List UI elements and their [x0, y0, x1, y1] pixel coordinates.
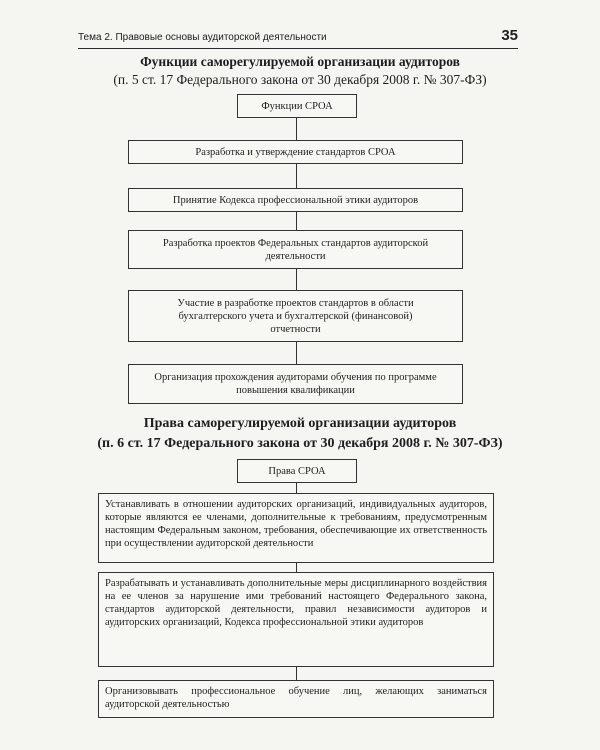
right-item-3: [98, 680, 494, 718]
running-header: [78, 27, 518, 49]
functions-root-label: Функции СРОА: [261, 100, 333, 112]
function-item-label: Участие в разработке проектов стандартов в области бухгалтерского учета и бухгалтерской (финансовой) отчетности: [177, 297, 414, 335]
functions-title: Функции саморегулируемой организации аудиторов: [140, 54, 460, 69]
functions-root-box: [237, 94, 357, 118]
function-item-label: Организация прохождения аудиторами обучения по программе повышения квалификации: [154, 372, 437, 396]
right-item-2: [98, 572, 494, 667]
functions-subtitle: (п. 5 ст. 17 Федерального закона от 30 декабря 2008 г. № 307-ФЗ): [113, 72, 487, 87]
right-item-label: Организовывать профессиональное обучение лиц, желающих заниматься аудиторской деятельностью: [105, 686, 487, 710]
function-item-label: Разработка проектов Федеральных стандартов аудиторской деятельности: [162, 237, 429, 262]
right-item-label: Устанавливать в отношении аудиторских организаций, индивидуальных аудиторов, которые являются ее членами, дополнительные к требованиям, предусмотренным настоящим Федеральным законом, требования, обеспечивающие их ответственность при осуществлении аудиторской деятельности: [105, 499, 487, 549]
function-item-2: [128, 188, 463, 212]
function-item-1: [128, 140, 463, 164]
function-item-4: [128, 290, 463, 342]
rights-title: Права саморегулируемой организации аудиторов: [143, 416, 457, 431]
rights-subtitle: (п. 6 ст. 17 Федерального закона от 30 декабря 2008 г. № 307-ФЗ): [97, 436, 503, 451]
function-item-3: [128, 230, 463, 269]
rights-root-label: Права СРОА: [268, 465, 326, 477]
right-item-label: Разрабатывать и устанавливать дополнительные меры дисциплинарного воздействия на ее членов за нарушение ими требований настоящего Федерального закона, стандартов аудиторской деятельности, правил независимости аудиторов и аудиторских организаций, Кодекса профессиональной этики аудиторов: [105, 578, 487, 628]
right-item-1: [98, 493, 494, 563]
function-item-label: Разработка и утверждение стандартов СРОА: [195, 146, 396, 158]
rights-root-box: [237, 459, 357, 483]
section-title: Тема 2. Правовые основы аудиторской деятельности: [78, 32, 327, 43]
function-item-5: [128, 364, 463, 404]
function-item-label: Принятие Кодекса профессиональной этики аудиторов: [172, 194, 419, 206]
page-number: 35: [501, 27, 518, 44]
